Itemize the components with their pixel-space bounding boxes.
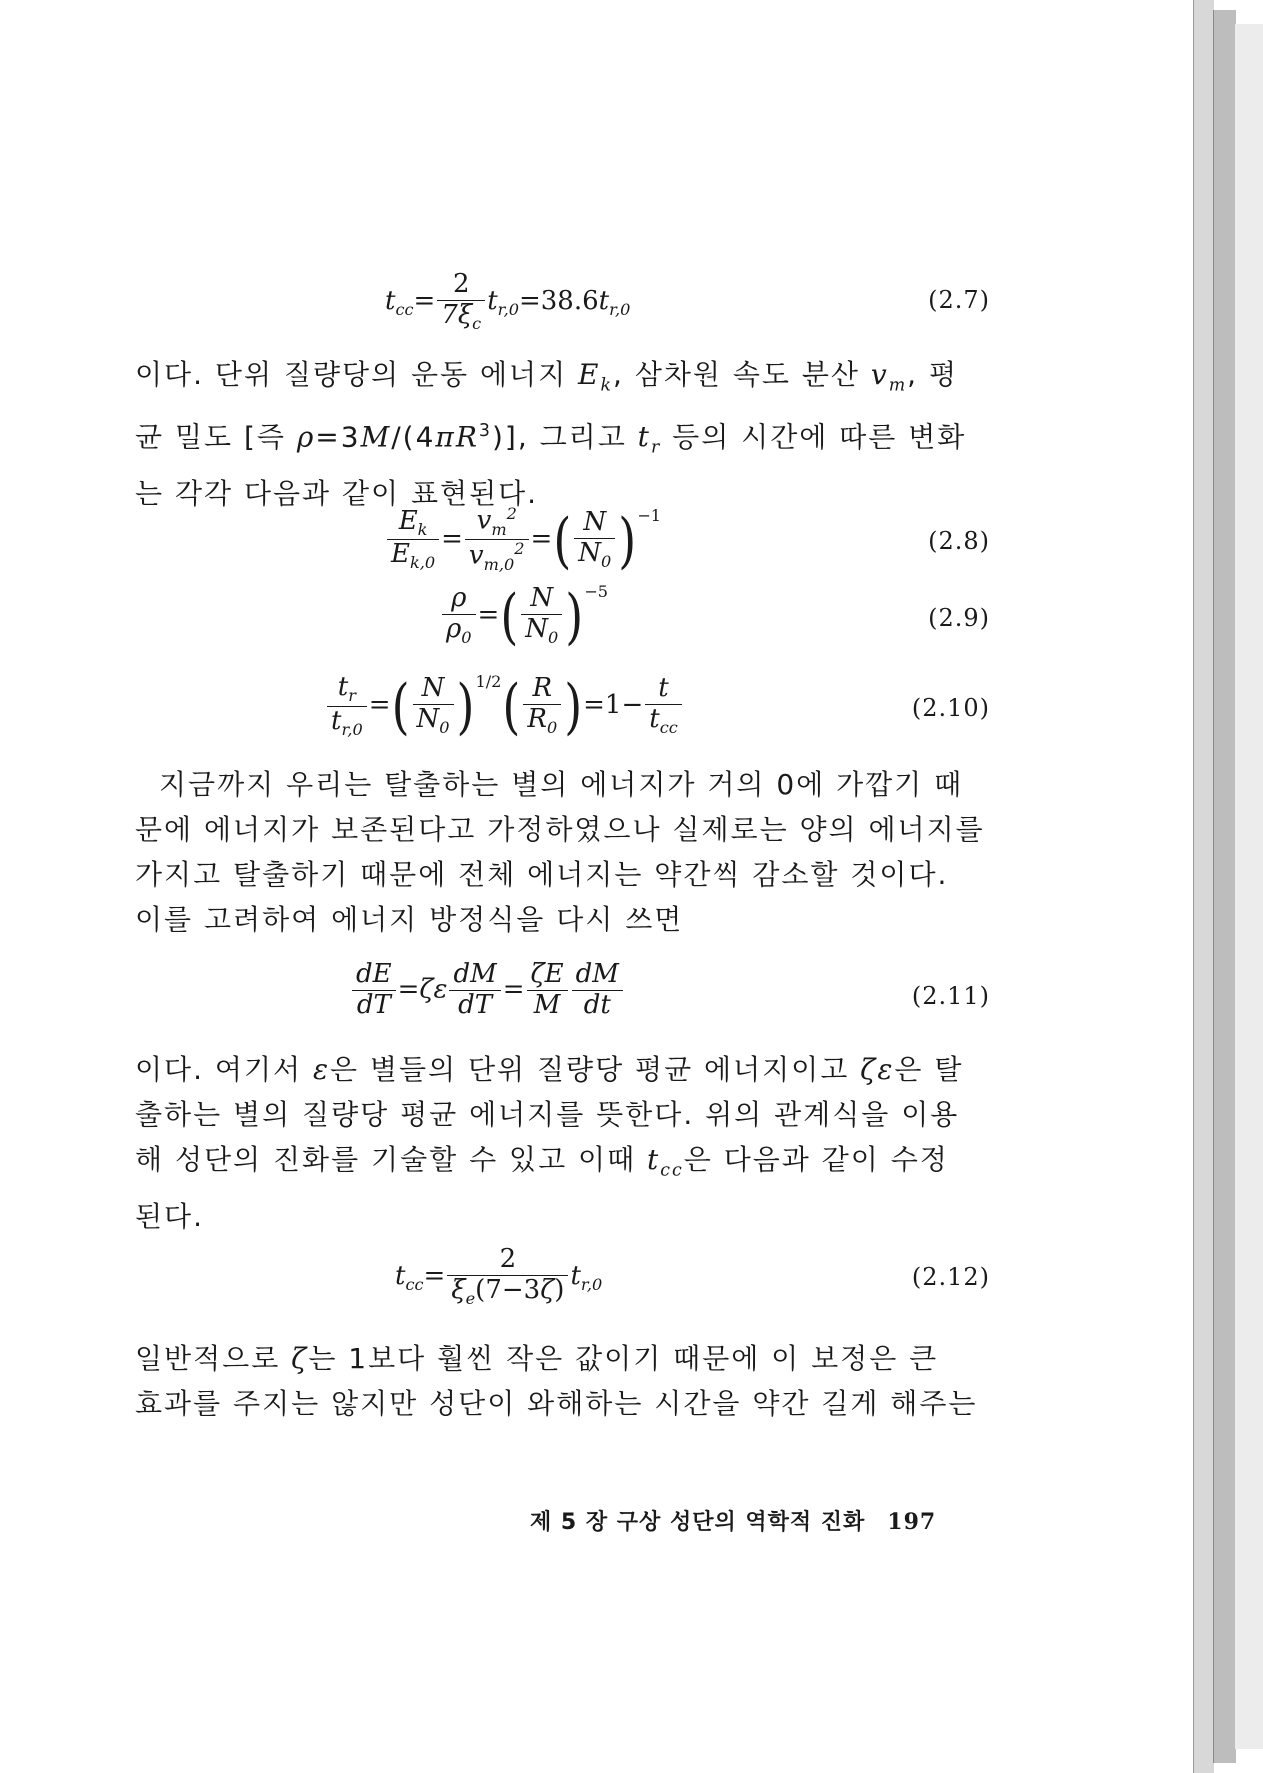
paragraph-1: 이다. 단위 질량당의 운동 에너지 $E_k$, 삼차원 속도 분산 $v_m$, 평 균 밀도 [즉 $\rho=3M/(4\pi R^3)$], 그리고 $t_r$ 등의 시간에 따른 변화 는 각각 다음과 같이 표현된다.: [135, 352, 990, 516]
paragraph-2: [135, 762, 990, 942]
paragraph-4: 일반적으로 ζ는 1보다 훨씬 작은 값이기 때문에 이 보정은 큰 효과를 주지는 않지만 성단이 와해하는 시간을 약간 길게 해주는: [135, 1336, 990, 1426]
text: 는 1보다 훨씬 작은 값이기 때문에 이 보정은 큰: [308, 1342, 939, 1375]
text: 출하는 별의 질량당 평균 에너지를 뜻한다. 위의 관계식을 이용: [135, 1098, 960, 1131]
text: 균 밀도 [즉: [135, 419, 297, 453]
book-page-edge: [1193, 0, 1263, 1773]
equation-2-7: $t_{cc}=$ $\frac{2}{7\xi_c}$ $t_{r,0}=38.6t_{r,0}$ (2.7): [385, 269, 990, 334]
text: , 삼차원 속도 분산: [613, 358, 871, 391]
text: 일반적으로: [135, 1342, 292, 1375]
running-footer: [530, 1505, 936, 1536]
text: 은 별들의 단위 질량당 평균 에너지이고: [329, 1053, 861, 1086]
text: 가지고 탈출하기 때문에 전체 에너지는 약간씩 감소할 것이다.: [135, 858, 949, 891]
equation-number: (2.11): [911, 982, 990, 1010]
text: 이를 고려하여 에너지 방정식을 다시 쓰면: [135, 903, 684, 936]
text: 된다.: [135, 1199, 204, 1233]
text: 는 각각 다음과 같이 표현된다.: [135, 476, 539, 510]
equation-2-9: $\frac{\rho}{\rho_0}$ =( $\frac{N}{N_0}$ )$^{-5}$ (2.9): [130, 582, 990, 652]
text: 은 탈: [894, 1053, 964, 1086]
equation-2-8: $\frac{E_k}{E_{k,0}}$ = $\frac{v_m^2}{v_{m,0}^2}$ =( $\frac{N}{N_0}$ )$^{-1}$ (2.8): [130, 505, 990, 575]
equation-2-12: $t_{cc}=$ $\frac{2}{\xi_e(7-3\zeta)}$ $t_{r,0}$ (2.12): [395, 1244, 990, 1309]
page-number: 197: [887, 1509, 937, 1535]
text: 은 다음과 같이 수정: [683, 1143, 949, 1176]
equation-number: (2.7): [928, 286, 990, 314]
text: 이다. 단위 질량당의 운동 에너지: [135, 358, 579, 391]
equation-number: (2.12): [911, 1263, 990, 1291]
text: 효과를 주지는 않지만 성단이 와해하는 시간을 약간 길게 해주는: [135, 1387, 978, 1420]
text: 이다. 여기서: [135, 1053, 313, 1086]
text: 해 성단의 진화를 기술할 수 있고 이때: [135, 1143, 648, 1176]
text: 문에 에너지가 보존된다고 가정하였으나 실제로는 양의 에너지를: [135, 813, 985, 846]
equation-number: (2.8): [928, 527, 990, 555]
equation-number: (2.9): [928, 604, 990, 632]
text: 등의 시간에 따른 변화: [661, 419, 967, 453]
equation-number: (2.10): [911, 694, 990, 722]
paragraph-3: 이다. 여기서 ε은 별들의 단위 질량당 평균 에너지이고 ζε은 탈 출하는 별의 질량당 평균 에너지를 뜻한다. 위의 관계식을 이용 해 성단의 진화를 기술할 수 있고 이때 $t_{cc}$은 다음과 같이 수정 된다.: [135, 1047, 990, 1239]
chapter-title: 제 5 장 구상 성단의 역학적 진화: [530, 1510, 866, 1535]
equation-2-11: $\frac{dE}{dT}$ =ζε $\frac{dM}{dT}$ = $\frac{\zeta E}{M}$ $\frac{dM}{dt}$ (2.11): [130, 960, 990, 1030]
text: , 평: [907, 358, 959, 391]
text: 지금까지 우리는 탈출하는 별의 에너지가 거의 0에 가깝기 때: [159, 768, 964, 801]
equation-2-10: $\frac{t_r}{t_{r,0}}$ =( $\frac{N}{N_0}$ )$^{1/2}$( $\frac{R}{R_0}$ )=1− $\frac{t}{t_{cc}}$ (2.10): [130, 672, 990, 742]
text: ], 그리고: [504, 419, 638, 453]
